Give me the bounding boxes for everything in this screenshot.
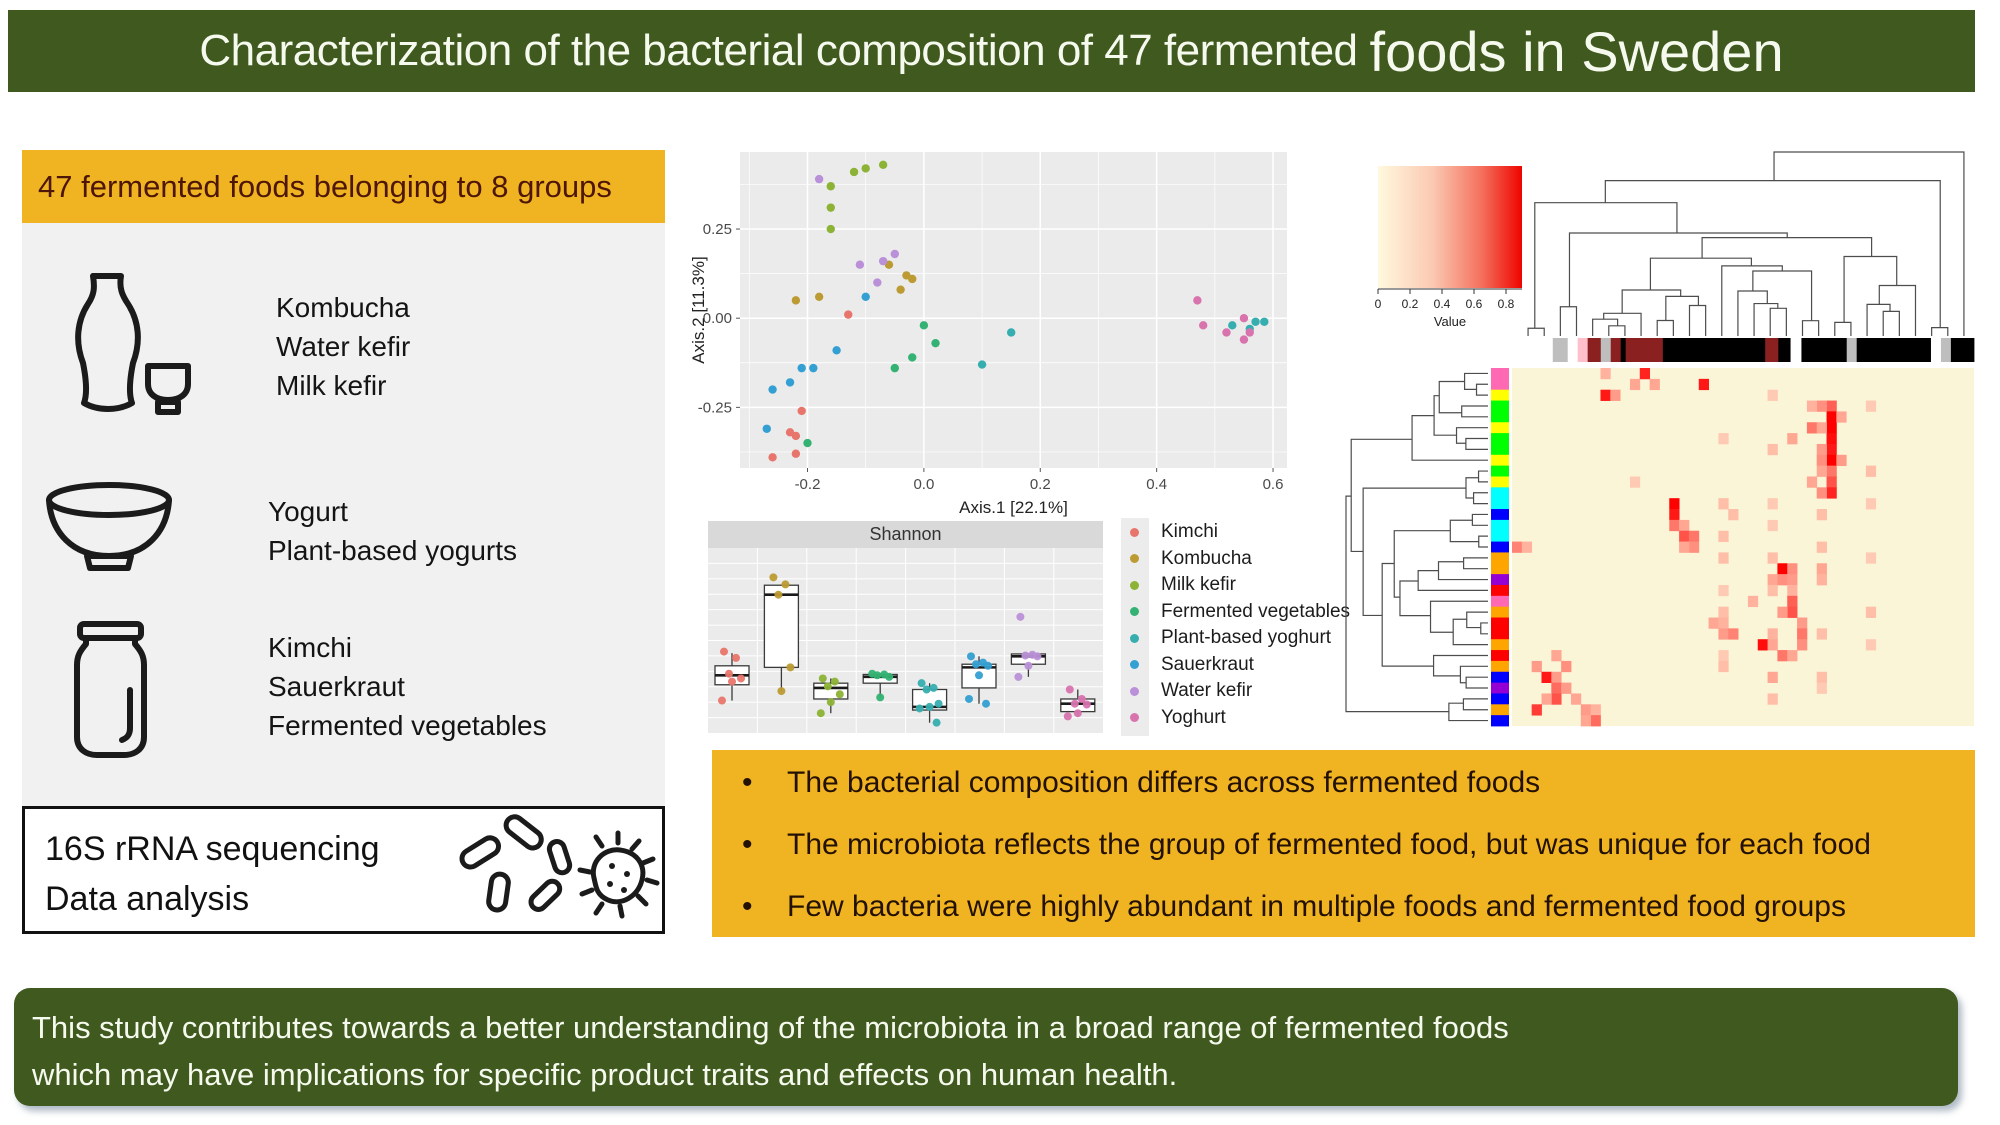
heatmap-cell — [1718, 552, 1728, 563]
heatmap-cell — [1827, 466, 1837, 477]
heatmap-cell — [1630, 476, 1640, 487]
data-point-yoghurt — [1246, 328, 1254, 336]
data-point-plant-based-yoghurt — [978, 360, 986, 368]
heatmap-cell — [1768, 498, 1778, 509]
legend-item-water-kefir — [1118, 678, 1358, 705]
heatmap-cell — [1551, 650, 1561, 661]
jitter-point — [933, 719, 941, 727]
bullet-icon: • — [742, 766, 753, 799]
jitter-point — [984, 662, 992, 670]
page-title: Characterization of the bacterial composition of 47 fermented — [199, 26, 1358, 75]
list-item: Fermented vegetables — [268, 710, 547, 741]
jitter-point — [819, 674, 827, 682]
abundance-heatmap — [1512, 368, 1974, 726]
heatmap-cell — [1787, 585, 1797, 596]
svg-text:0.8: 0.8 — [1497, 297, 1515, 311]
jitter-point — [885, 673, 893, 681]
heatmap-cell — [1807, 401, 1817, 412]
heatmap-cell — [1817, 542, 1827, 553]
list-item: Kombucha — [276, 292, 410, 323]
heatmap-cell — [1768, 390, 1778, 401]
bullet-icon: • — [742, 890, 753, 923]
heatmap-cell — [1777, 574, 1787, 585]
heatmap-cell — [1591, 704, 1601, 715]
jitter-point — [718, 697, 726, 705]
data-point-milk-kefir — [827, 182, 835, 190]
heatmap-cell — [1768, 552, 1778, 563]
foods-groups-header — [22, 150, 665, 223]
svg-text:0: 0 — [1374, 297, 1382, 311]
heatmap-cell — [1768, 444, 1778, 455]
heatmap-cell — [1709, 618, 1719, 629]
svg-text:0.4: 0.4 — [1433, 297, 1451, 311]
jitter-point — [918, 679, 926, 687]
legend-label: Fermented vegetables — [1161, 600, 1351, 622]
color-key-axis — [1372, 288, 1534, 330]
heatmap-cell — [1866, 552, 1876, 563]
data-point-water-kefir — [879, 257, 887, 265]
jitter-point — [786, 663, 794, 671]
heatmap-cell — [1541, 693, 1551, 704]
data-point-water-kefir — [891, 250, 899, 258]
heatmap-cell — [1718, 618, 1728, 629]
heatmap-cell — [1777, 650, 1787, 661]
list-item: Kimchi — [268, 632, 353, 663]
heatmap-cell — [1817, 487, 1827, 498]
data-point-plant-based-yoghurt — [1007, 328, 1015, 336]
jitter-point — [725, 670, 733, 678]
heatmap-cell — [1787, 596, 1797, 607]
jitter-point — [1024, 662, 1032, 670]
legend-label: Kimchi — [1161, 521, 1219, 543]
jitter-point — [1064, 712, 1072, 720]
heatmap-cell — [1836, 455, 1846, 466]
legend-label: Plant-based yoghurt — [1161, 627, 1332, 649]
jitter-point — [975, 671, 983, 679]
heatmap-cell — [1827, 422, 1837, 433]
data-point-sauerkraut — [768, 385, 776, 393]
heatmap-cell — [1768, 585, 1778, 596]
legend-item-kombucha — [1118, 546, 1358, 573]
heatmap-cell — [1827, 433, 1837, 444]
data-point-fermented-vegetables — [891, 364, 899, 372]
data-point-plant-based-yoghurt — [1260, 318, 1268, 326]
jitter-point — [1014, 673, 1022, 681]
bacteria-icon — [452, 816, 652, 926]
jitter-point — [817, 709, 825, 717]
heatmap-cell — [1807, 422, 1817, 433]
data-point-sauerkraut — [763, 425, 771, 433]
jitter-point — [930, 684, 938, 692]
legend-item-yoghurt — [1118, 705, 1358, 732]
heatmap-cell — [1551, 693, 1561, 704]
bowl-icon — [42, 478, 177, 578]
column-dendrogram — [1520, 146, 1972, 336]
legend-item-fermented-vegetables — [1118, 599, 1358, 626]
heatmap-cell — [1817, 422, 1827, 433]
food-group-list-vegetables — [268, 628, 547, 745]
data-point-water-kefir — [856, 261, 864, 269]
data-point-milk-kefir — [861, 164, 869, 172]
heatmap-cell — [1787, 607, 1797, 618]
jitter-point — [1033, 652, 1041, 660]
heatmap-cell — [1551, 672, 1561, 683]
data-point-sauerkraut — [809, 364, 817, 372]
finding-bullet — [742, 890, 1975, 952]
title-banner — [8, 10, 1975, 92]
heatmap-cell — [1699, 379, 1709, 390]
heatmap-cell — [1561, 683, 1571, 694]
legend-dot — [1130, 607, 1139, 616]
legend-dot — [1130, 528, 1139, 537]
svg-text:-0.25: -0.25 — [697, 399, 732, 417]
data-point-milk-kefir — [827, 203, 835, 211]
list-item: Yogurt — [268, 496, 348, 527]
jitter-point — [965, 695, 973, 703]
page-title-emphasis: foods in Sweden — [1369, 19, 1784, 83]
heatmap-cell — [1866, 498, 1876, 509]
heatmap-cell — [1532, 661, 1542, 672]
heatmap-cell — [1728, 509, 1738, 520]
jitter-point — [876, 693, 884, 701]
svg-text:0.4: 0.4 — [1146, 476, 1168, 493]
heatmap-cell — [1600, 390, 1610, 401]
finding-text: Few bacteria were highly abundant in multiple foods and fermented food groups — [787, 890, 1846, 923]
data-point-kimchi — [792, 432, 800, 440]
list-item: 16S rRNA sequencing — [45, 830, 380, 868]
heatmap-cell — [1571, 693, 1581, 704]
heatmap-cell — [1768, 520, 1778, 531]
legend-item-kimchi — [1118, 519, 1358, 546]
heatmap-cell — [1561, 661, 1571, 672]
data-point-fermented-vegetables — [908, 353, 916, 361]
heatmap-cell — [1718, 531, 1728, 542]
data-point-fermented-vegetables — [920, 321, 928, 329]
data-point-kombucha — [815, 293, 823, 301]
data-point-yoghurt — [1199, 321, 1207, 329]
data-point-milk-kefir — [879, 161, 887, 169]
finding-text: The microbiota reflects the group of fermented food, but was unique for each food — [787, 828, 1871, 861]
svg-text:-0.2: -0.2 — [794, 476, 821, 493]
heatmap-cell — [1807, 476, 1817, 487]
data-point-sauerkraut — [832, 346, 840, 354]
legend-label: Kombucha — [1161, 547, 1252, 569]
heatmap-cell — [1866, 466, 1876, 477]
data-point-sauerkraut — [861, 293, 869, 301]
legend-dot — [1130, 554, 1139, 563]
legend-dot — [1130, 687, 1139, 696]
color-key-gradient — [1378, 166, 1522, 288]
data-point-plant-based-yoghurt — [1251, 318, 1259, 326]
foods-groups-header-text: 47 fermented foods belonging to 8 groups — [38, 168, 612, 204]
heatmap-cell — [1591, 715, 1601, 726]
data-point-water-kefir — [873, 278, 881, 286]
jitter-point — [923, 686, 931, 694]
heatmap-cell — [1522, 542, 1532, 553]
data-point-sauerkraut — [786, 378, 794, 386]
jitter-point — [781, 580, 789, 588]
conclusion-line-2: which may have implications for specific product traits and effects on human health. — [32, 1057, 1178, 1092]
jar-icon — [68, 618, 153, 763]
pcoa-scatter-plot — [689, 145, 1300, 517]
carafe-and-cup-icon — [48, 268, 198, 418]
conclusion-box — [14, 988, 1958, 1106]
legend-item-milk-kefir — [1118, 572, 1358, 599]
heatmap-cell — [1581, 715, 1591, 726]
data-point-fermented-vegetables — [931, 339, 939, 347]
heatmap-cell — [1827, 487, 1837, 498]
heatmap-cell — [1650, 379, 1660, 390]
row-group-colorbar — [1491, 368, 1509, 726]
shannon-boxplot — [708, 521, 1103, 733]
heatmap-cell — [1768, 672, 1778, 683]
methods-text — [45, 824, 380, 924]
heatmap-cell — [1817, 628, 1827, 639]
heatmap-cell — [1718, 585, 1728, 596]
finding-bullet — [742, 828, 1975, 890]
heatmap-cell — [1600, 368, 1610, 379]
list-item: Milk kefir — [276, 370, 387, 401]
heatmap-cell — [1787, 563, 1797, 574]
heatmap-cell — [1777, 607, 1787, 618]
heatmap-cell — [1817, 683, 1827, 694]
heatmap-cell — [1679, 542, 1689, 553]
heatmap-cell — [1797, 639, 1807, 650]
heatmap-cell — [1551, 683, 1561, 694]
heatmap-cell — [1718, 433, 1728, 444]
bullet-icon: • — [742, 828, 753, 861]
heatmap-cell — [1610, 390, 1620, 401]
jitter-point — [1083, 701, 1091, 709]
list-item: Plant-based yogurts — [268, 535, 518, 566]
svg-text:0.00: 0.00 — [702, 310, 732, 328]
heatmap-cell — [1817, 574, 1827, 585]
heatmap-cell — [1679, 520, 1689, 531]
data-point-kombucha — [908, 275, 916, 283]
heatmap-cell — [1728, 628, 1738, 639]
heatmap-cell — [1777, 563, 1787, 574]
heatmap-cell — [1827, 476, 1837, 487]
jitter-point — [972, 660, 980, 668]
list-item: Sauerkraut — [268, 671, 405, 702]
column-group-colorbar — [1512, 338, 1974, 362]
data-point-water-kefir — [815, 175, 823, 183]
jitter-point — [916, 704, 924, 712]
data-point-kimchi — [792, 450, 800, 458]
heatmap-cell — [1817, 509, 1827, 520]
data-point-kimchi — [768, 453, 776, 461]
heatmap-cell — [1532, 704, 1542, 715]
heatmap-cell — [1787, 433, 1797, 444]
jitter-point — [1016, 613, 1024, 621]
food-group-list-drinks — [276, 288, 410, 405]
conclusion-line-1: This study contributes towards a better understanding of the microbiota in a broad range of fermented foods — [32, 1010, 1509, 1045]
heatmap-cell — [1689, 542, 1699, 553]
heatmap-cell — [1748, 596, 1758, 607]
heatmap-cell — [1787, 574, 1797, 585]
jitter-point — [836, 690, 844, 698]
heatmap-cell — [1797, 618, 1807, 629]
data-point-kombucha — [896, 285, 904, 293]
legend-dot — [1130, 660, 1139, 669]
heatmap-cell — [1827, 401, 1837, 412]
jitter-point — [873, 671, 881, 679]
legend-item-plant-based-yoghurt — [1118, 625, 1358, 652]
heatmap-cell — [1669, 498, 1679, 509]
jitter-point — [728, 678, 736, 686]
svg-text:0.2: 0.2 — [1401, 297, 1419, 311]
heatmap-cell — [1797, 628, 1807, 639]
data-point-kimchi — [844, 310, 852, 318]
heatmap-cell — [1817, 563, 1827, 574]
jitter-point — [732, 654, 740, 662]
data-point-yoghurt — [1193, 296, 1201, 304]
heatmap-cell — [1758, 639, 1768, 650]
boxplot-title: Shannon — [869, 524, 942, 544]
heatmap-cell — [1640, 368, 1650, 379]
legend-label: Milk kefir — [1161, 574, 1236, 596]
heatmap-cell — [1718, 661, 1728, 672]
svg-text:0.2: 0.2 — [1029, 476, 1051, 493]
svg-text:0.25: 0.25 — [702, 221, 732, 239]
heatmap-cell — [1768, 574, 1778, 585]
group-color-legend — [1118, 515, 1358, 743]
legend-dot — [1130, 634, 1139, 643]
heatmap-cell — [1630, 379, 1640, 390]
jitter-point — [824, 682, 832, 690]
heatmap-cell — [1817, 444, 1827, 455]
legend-item-sauerkraut — [1118, 652, 1358, 679]
data-point-milk-kefir — [827, 225, 835, 233]
box-kombucha — [764, 585, 798, 667]
legend-dot — [1130, 581, 1139, 590]
svg-text:0.6: 0.6 — [1465, 297, 1483, 311]
heatmap-cell — [1866, 401, 1876, 412]
heatmap-cell — [1718, 628, 1728, 639]
food-group-list-yogurts — [268, 492, 517, 570]
list-item: Water kefir — [276, 331, 411, 362]
heatmap-cell — [1836, 411, 1846, 422]
heatmap-cell — [1669, 520, 1679, 531]
heatmap-cell — [1718, 607, 1728, 618]
jitter-point — [967, 652, 975, 660]
heatmap-cell — [1718, 650, 1728, 661]
heatmap-cell — [1581, 704, 1591, 715]
data-point-plant-based-yoghurt — [1228, 321, 1236, 329]
jitter-point — [831, 678, 839, 686]
heatmap-cell — [1512, 542, 1522, 553]
jitter-point — [720, 648, 728, 656]
svg-text:0.0: 0.0 — [913, 476, 935, 493]
jitter-point — [1021, 652, 1029, 660]
heatmap-cell — [1827, 455, 1837, 466]
heatmap-cell — [1768, 628, 1778, 639]
data-point-kombucha — [792, 296, 800, 304]
jitter-point — [769, 573, 777, 581]
legend-label: Sauerkraut — [1161, 653, 1254, 675]
heatmap-cell — [1817, 466, 1827, 477]
finding-bullet — [742, 766, 1975, 828]
row-dendrogram — [1340, 368, 1488, 726]
data-point-yoghurt — [1240, 314, 1248, 322]
heatmap-cell — [1817, 401, 1827, 412]
jitter-point — [737, 674, 745, 682]
heatmap-cell — [1817, 455, 1827, 466]
heatmap-cell — [1768, 639, 1778, 650]
jitter-point — [777, 687, 785, 695]
legend-label: Water kefir — [1161, 680, 1253, 702]
data-point-sauerkraut — [797, 364, 805, 372]
heatmap-cell — [1866, 639, 1876, 650]
jitter-point — [1074, 709, 1082, 717]
heatmap-cell — [1817, 672, 1827, 683]
heatmap-cell — [1866, 607, 1876, 618]
heatmap-cell — [1689, 531, 1699, 542]
data-point-yoghurt — [1222, 328, 1230, 336]
legend-dot — [1130, 713, 1139, 722]
x-axis-label: Axis.1 [22.1%] — [959, 498, 1068, 517]
jitter-point — [1066, 686, 1074, 694]
jitter-point — [827, 698, 835, 706]
heatmap-cell — [1827, 444, 1837, 455]
heatmap-cell — [1679, 531, 1689, 542]
legend-label: Yoghurt — [1161, 706, 1226, 728]
heatmap-cell — [1541, 672, 1551, 683]
jitter-point — [1071, 700, 1079, 708]
finding-text: The bacterial composition differs across fermented foods — [787, 766, 1541, 799]
heatmap-cell — [1827, 411, 1837, 422]
jitter-point — [926, 703, 934, 711]
heatmap-cell — [1787, 650, 1797, 661]
data-point-fermented-vegetables — [803, 439, 811, 447]
heatmap-cell — [1669, 509, 1679, 520]
jitter-point — [774, 591, 782, 599]
color-key-label: Value — [1433, 314, 1467, 329]
heatmap-cell — [1718, 498, 1728, 509]
data-point-kimchi — [797, 407, 805, 415]
data-point-yoghurt — [1240, 335, 1248, 343]
data-point-milk-kefir — [850, 168, 858, 176]
heatmap-color-key — [1372, 160, 1534, 330]
svg-text:0.6: 0.6 — [1262, 476, 1284, 493]
y-axis-label: Axis.2 [11.3%] — [689, 256, 708, 364]
key-findings-box — [712, 750, 1975, 937]
jitter-point — [935, 700, 943, 708]
list-item: Data analysis — [45, 880, 250, 918]
heatmap-cell — [1768, 693, 1778, 704]
jitter-point — [982, 700, 990, 708]
